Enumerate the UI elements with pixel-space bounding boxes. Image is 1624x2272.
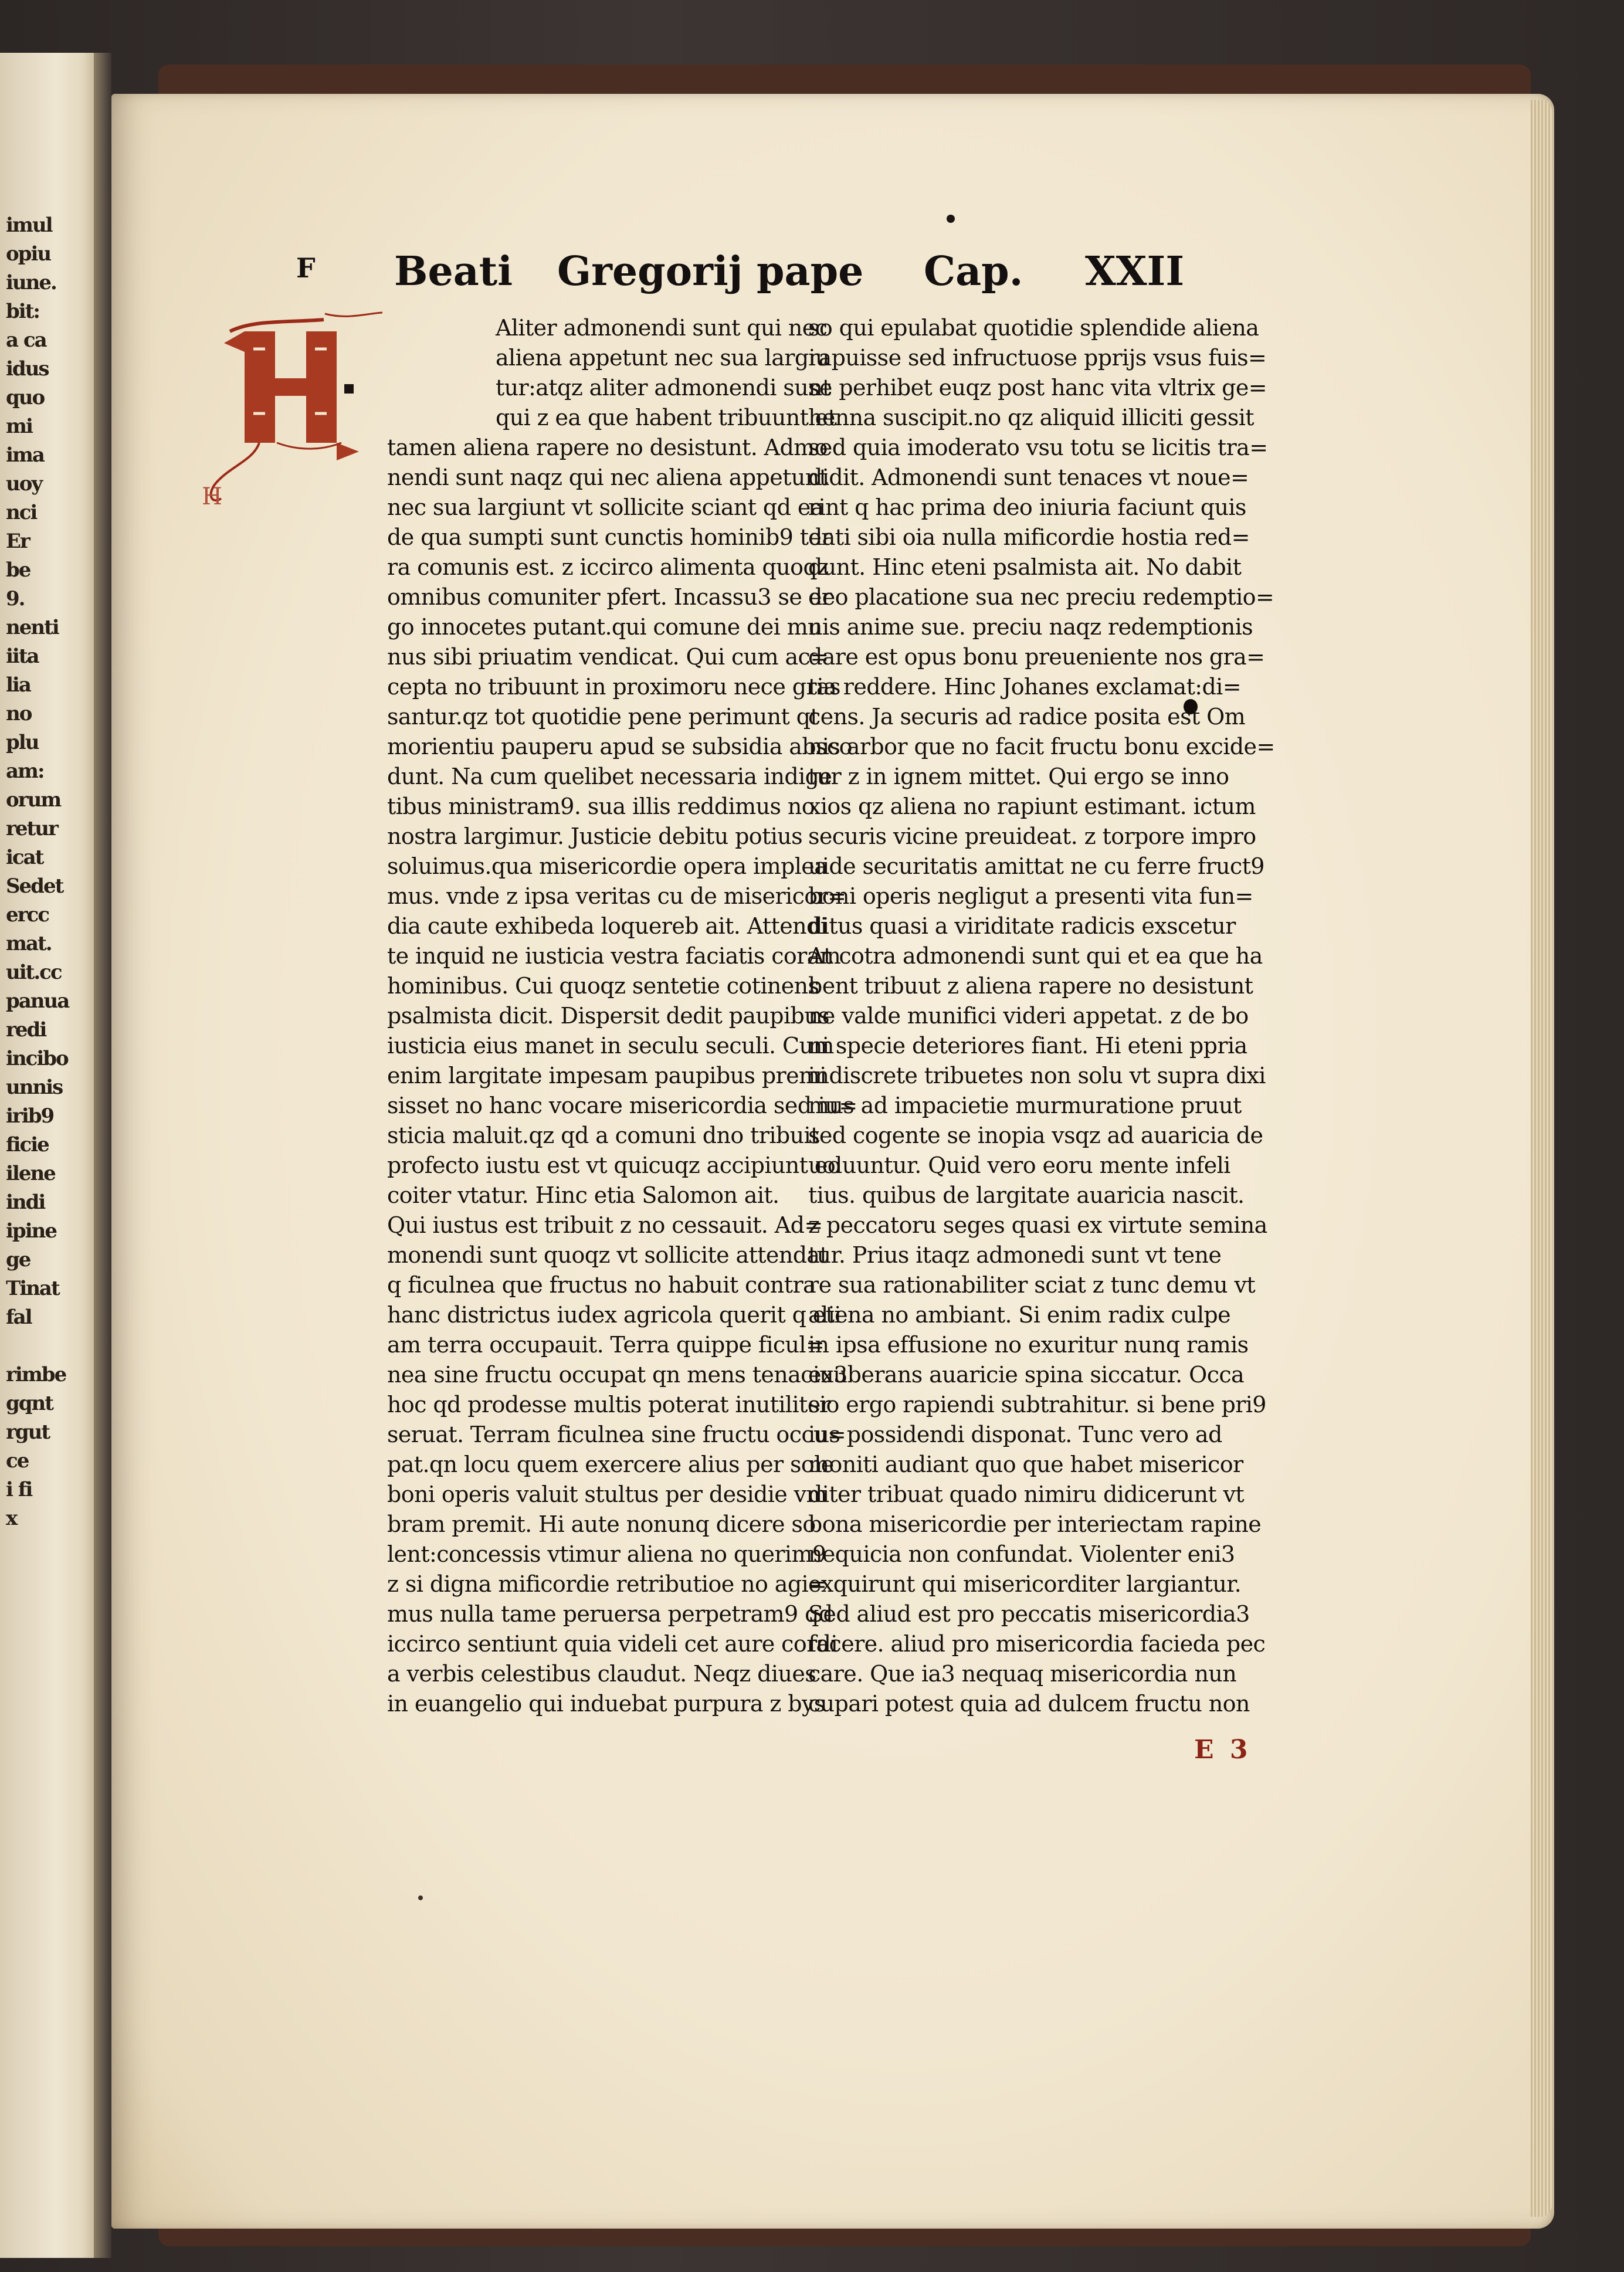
right-column-line: cens. Ja securis ad radice posita est Om	[808, 704, 1246, 730]
rubricated-initial-h	[189, 296, 382, 507]
running-head-chapter-number: XXII	[1085, 248, 1185, 295]
right-column-line: tia reddere. Hinc Johanes exclamat:di=	[808, 674, 1241, 700]
right-column-line: uoluuntur. Quid vero eoru mente infeli	[808, 1152, 1230, 1178]
right-column-line: ius possidendi disponat. Tunc vero ad	[808, 1422, 1222, 1447]
left-column-line: iusticia eius manet in seculu seculi. Cum	[387, 1033, 834, 1059]
left-column-line: omnibus comuniter pfert. Incassu3 se er	[387, 584, 832, 610]
verso-fragment-line: imul	[6, 213, 52, 237]
running-head-word-3: pape	[757, 248, 864, 295]
right-column-line: henna suscipit.no qz aliquid illiciti gessit	[808, 405, 1254, 430]
right-column-line: in ipsa effusione no exuritur nunq ramis	[808, 1332, 1249, 1358]
left-column-line: enim largitate impesam paupibus premi	[387, 1063, 826, 1088]
left-column-line: dia caute exhibeda loquereb ait. Attendi	[387, 913, 828, 939]
right-column-line: uide securitatis amittat ne cu ferre fruct9	[808, 853, 1264, 879]
verso-fragment-line: ilene	[6, 1162, 55, 1185]
right-column-line: nequicia non confundat. Violenter eni3	[808, 1541, 1235, 1567]
right-column-line: moniti audiant quo que habet misericor	[808, 1452, 1243, 1477]
verso-fragment-line: Er	[6, 530, 29, 553]
left-column-line: sisset no hanc vocare misericordia sed iu=	[387, 1093, 857, 1118]
right-column-line: so qui epulabat quotidie splendide aliena	[808, 315, 1259, 341]
right-column-line: sed cogente se inopia vsqz ad auaricia de	[808, 1123, 1263, 1148]
left-column-line: tibus ministram9. sua illis reddimus no	[387, 793, 815, 819]
right-column-line: Sed aliud est pro peccatis misericordia3	[808, 1601, 1250, 1627]
verso-fragment-line: am:	[6, 759, 44, 783]
verso-fragment-line: iune.	[6, 271, 56, 294]
verso-fragment-line: Sedet	[6, 874, 63, 898]
left-column-line: hoc qd prodesse multis poterat inutiliter	[387, 1392, 831, 1418]
left-column-line: monendi sunt quoqz vt sollicite attendat	[387, 1242, 829, 1268]
right-column-line: At cotra admonendi sunt qui et ea que ha	[808, 943, 1263, 969]
left-column-line: nea sine fructu occupat qn mens tenaciu3	[387, 1362, 847, 1388]
verso-fragment-line: rgut	[6, 1420, 50, 1444]
verso-fragment-line: fal	[6, 1305, 32, 1329]
left-column-line: te inquid ne iusticia vestra faciatis coram	[387, 943, 841, 969]
text-column-left	[387, 313, 857, 1719]
running-head-word-1: Beati	[394, 248, 513, 295]
left-column-line: hanc districtus iudex agricola querit q eti	[387, 1302, 841, 1328]
right-column-line: dare est opus bonu preueniente nos gra=	[808, 644, 1265, 670]
verso-fragment-line: x	[6, 1507, 17, 1530]
left-column-line: qui z ea que habent tribuunt et	[496, 405, 837, 430]
right-column-line: rapuisse sed infructuose pprijs vsus fuis=	[808, 345, 1267, 371]
left-column-line: hominibus. Cui quoqz sentetie cotinens	[387, 973, 819, 999]
verso-fragment-line: no	[6, 702, 32, 725]
right-column-line: ni specie deteriores fiant. Hi eteni ppria	[808, 1033, 1247, 1059]
right-column-line: tur z in ignem mittet. Qui ergo se inno	[808, 764, 1229, 789]
left-column-line: santur.qz tot quotidie pene perimunt qt	[387, 704, 819, 730]
left-column-line: aliena appetunt nec sua largiu	[496, 345, 829, 371]
initial-letter-drawing	[189, 296, 382, 507]
verso-text-fragments	[6, 211, 94, 1533]
verso-fragment-line: nenti	[6, 616, 59, 639]
right-column-line: exquirunt qui misericorditer largiantur.	[808, 1571, 1242, 1597]
verso-fragment-line: bit:	[6, 300, 39, 323]
verso-fragment-line: indi	[6, 1191, 45, 1214]
left-column-line: nus sibi priuatim vendicat. Qui cum ac=	[387, 644, 829, 670]
verso-fragment-line: icat	[6, 846, 43, 869]
left-column-line: lent:concessis vtimur aliena no querim9	[387, 1541, 826, 1567]
verso-fragment-line: i fi	[6, 1478, 32, 1501]
left-column-line: nec sua largiunt vt sollicite sciant qd ea	[387, 494, 823, 520]
left-column-line: morientiu pauperu apud se subsidia absco	[387, 734, 852, 759]
left-column-line: seruat. Terram ficulnea sine fructu occu=	[387, 1422, 846, 1447]
verso-fragment-line: iita	[6, 645, 39, 668]
right-column-line: rint q hac prima deo iniuria faciunt quis	[808, 494, 1246, 520]
right-column-line: diter tribuat quado nimiru didicerunt vt	[808, 1481, 1245, 1507]
verso-fragment-line: retur	[6, 817, 57, 840]
running-head-mark: F	[296, 252, 316, 284]
verso-fragment-line: ima	[6, 443, 44, 467]
left-column-line: tur:atqz aliter admonendi sunt	[496, 375, 831, 401]
left-column-line: nendi sunt naqz qui nec aliena appetunt	[387, 464, 828, 490]
left-column-line: mus. vnde z ipsa veritas cu de misericor=	[387, 883, 846, 909]
right-column-line: xios qz aliena no rapiunt estimant. ictum	[808, 793, 1256, 819]
right-column-line: dati sibi oia nulla mificordie hostia red=	[808, 524, 1250, 550]
right-column-line: sio ergo rapiendi subtrahitur. si bene pri9	[808, 1392, 1266, 1418]
left-column-line: profecto iustu est vt quicuqz accipiunt eo	[387, 1152, 840, 1178]
right-column-line: re sua rationabiliter sciat z tunc demu vt	[808, 1272, 1256, 1298]
left-column-line: psalmista dicit. Dispersit dedit paupibus	[387, 1003, 830, 1029]
right-column-line: securis vicine preuideat. z torpore impro	[808, 823, 1256, 849]
left-column-line: dunt. Na cum quelibet necessaria indige	[387, 764, 832, 789]
left-column-line: de qua sumpti sunt cunctis hominib9 ter	[387, 524, 832, 550]
right-column-line: tur. Prius itaqz admonedi sunt vt tene	[808, 1242, 1222, 1268]
right-column-line: ditus quasi a viriditate radicis exscetur	[808, 913, 1236, 939]
left-column-line: pat.qn locu quem exercere alius per sole	[387, 1452, 834, 1477]
page-fore-edge	[1531, 100, 1552, 2217]
left-column-line: sticia maluit.qz qd a comuni dno tribuit	[387, 1123, 819, 1148]
verso-fragment-line: mi	[6, 415, 32, 438]
verso-fragment-line: idus	[6, 357, 49, 381]
left-column-line: q ficulnea que fructus no habuit contra	[387, 1272, 816, 1298]
right-column-line: care. Que ia3 nequaq misericordia nun	[808, 1661, 1237, 1687]
verso-fragment-line: lia	[6, 673, 30, 697]
right-column-line: se perhibet euqz post hanc vita vltrix ge=	[808, 375, 1267, 401]
right-column-line: indiscrete tribuetes non solu vt supra dixi	[808, 1063, 1266, 1088]
verso-fragment-line: irib9	[6, 1104, 54, 1128]
verso-fragment-line: opiu	[6, 242, 51, 266]
running-head-word-4: Cap.	[924, 248, 1023, 295]
verso-fragment-line: ge	[6, 1248, 30, 1271]
right-column-line: didit. Admonendi sunt tenaces vt noue=	[808, 464, 1249, 490]
text-column-right	[808, 313, 1289, 1719]
right-column-line: sed quia imoderato vsu totu se licitis tra=	[808, 435, 1268, 460]
ink-dot-top	[947, 215, 955, 223]
left-column-line: go innocetes putant.qui comune dei mu	[387, 614, 822, 640]
right-column-line: bent tribuut z aliena rapere no desistunt	[808, 973, 1253, 999]
right-column-line: exuberans auaricie spina siccatur. Occa	[808, 1362, 1245, 1388]
right-column-line: deo placatione sua nec preciu redemptio=	[808, 584, 1274, 610]
left-column-line: iccirco sentiunt quia videli cet aure cordi	[387, 1631, 838, 1657]
verso-fragment-line: panua	[6, 989, 69, 1013]
verso-fragment-line: ipine	[6, 1219, 56, 1243]
left-column-line: soluimus.qua misericordie opera implea	[387, 853, 828, 879]
paper-speck	[418, 1895, 423, 1900]
left-column-line: coiter vtatur. Hinc etia Salomon ait.	[387, 1182, 779, 1208]
left-column-line: tamen aliena rapere no desistunt. Admo	[387, 435, 828, 460]
left-column-line: cepta no tribuunt in proximoru nece gras	[387, 674, 840, 700]
right-column-line: z peccatoru seges quasi ex virtute semina	[808, 1212, 1267, 1238]
verso-fragment-line: rimbe	[6, 1363, 66, 1386]
right-column-line: bona misericordie per interiectam rapine	[808, 1511, 1262, 1537]
left-column-line: nostra largimur. Justicie debitu potius	[387, 823, 803, 849]
verso-fragment-line: uoy	[6, 472, 42, 496]
left-column-line: z si digna mificordie retributioe no agi=	[387, 1571, 827, 1597]
right-column-line: tius. quibus de largitate auaricia nascit.	[808, 1182, 1245, 1208]
verso-fragment-line: orum	[6, 788, 61, 812]
right-column-line: aliena no ambiant. Si enim radix culpe	[808, 1302, 1231, 1328]
verso-fragment-line: redi	[6, 1018, 46, 1042]
verso-fragment-line: Tinat	[6, 1277, 59, 1300]
running-head-word-2: Gregorij	[557, 248, 743, 295]
right-column-line: nis anime sue. preciu naqz redemptionis	[808, 614, 1253, 640]
left-column-line: boni operis valuit stultus per desidie vm	[387, 1481, 827, 1507]
left-column-line: mus nulla tame peruersa perpetram9 qd	[387, 1601, 833, 1627]
right-column-line: dunt. Hinc eteni psalmista ait. No dabit	[808, 554, 1242, 580]
verso-fragment-line: quo	[6, 386, 45, 409]
guide-letter: H	[202, 483, 222, 507]
right-column-line: nis arbor que no facit fructu bonu excide=	[808, 734, 1275, 759]
verso-fragment-line: plu	[6, 731, 39, 754]
verso-fragment-line: incibo	[6, 1047, 68, 1070]
verso-fragment-line: ercc	[6, 903, 49, 927]
right-column-line: mus ad impacietie murmuratione pruut	[808, 1093, 1242, 1118]
left-column-line: Aliter admonendi sunt qui nec	[496, 315, 828, 341]
verso-fragment-line: unnis	[6, 1076, 63, 1099]
verso-fragment-line: ficie	[6, 1133, 49, 1157]
left-column-line: ra comunis est. z iccirco alimenta quoqz	[387, 554, 829, 580]
right-column-line: boni operis negligut a presenti vita fun=	[808, 883, 1253, 909]
verso-fragment-line: be	[6, 558, 30, 582]
left-column-line: a verbis celestibus claudut. Neqz diues	[387, 1661, 816, 1687]
verso-fragment-line: mat.	[6, 932, 52, 955]
left-column-line: Qui iustus est tribuit z no cessauit. Ad=	[387, 1212, 823, 1238]
left-column-line: in euangelio qui induebat purpura z bys	[387, 1691, 825, 1717]
verso-fragment-line: uit.cc	[6, 961, 62, 984]
verso-fragment-line	[6, 1332, 94, 1361]
left-column-line: bram premit. Hi aute nonunq dicere so	[387, 1511, 816, 1537]
verso-fragment-line: 9.	[6, 587, 25, 611]
signature-mark: E 3	[1194, 1735, 1252, 1765]
verso-fragment-line: nci	[6, 501, 37, 524]
right-column-line: ne valde munifici videri appetat. z de bo	[808, 1003, 1249, 1029]
verso-fragment-line: a ca	[6, 328, 46, 352]
left-column-line: am terra occupauit. Terra quippe ficul=	[387, 1332, 825, 1358]
right-column-line: facere. aliud pro misericordia facieda pec	[808, 1631, 1266, 1657]
right-column-line: cupari potest quia ad dulcem fructu non	[808, 1691, 1250, 1717]
verso-fragment-line: ce	[6, 1449, 29, 1473]
verso-fragment-line: gqnt	[6, 1392, 53, 1415]
verso-gutter-shadow	[94, 53, 111, 2258]
